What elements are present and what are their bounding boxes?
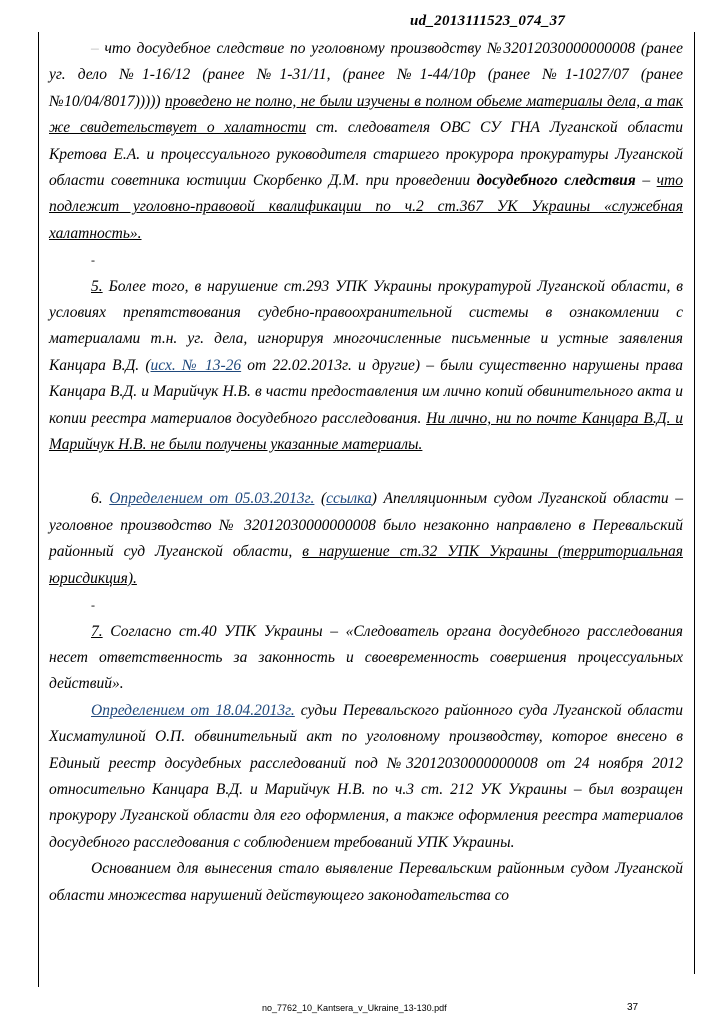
paragraph-item-5: 5. Более того, в нарушение ст.293 УПК Украины прокуратурой Луганской области, в условиях препятствования судебно-правоохранительной системы в ознакомлении с материалами т.н. уг. дела, игнорируя многочисленные письменные и устные заявления Канцара В.Д. (исх. № 13-26 от 22.02.2013г. и другие) – были существенно нарушены права Канцара В.Д. и Марийчук Н.В. в части предоставления им лично копий обвинительного акта и копии реестра материалов досудебного расследования. Ни лично, ни по почте Канцара В.Д. и Марийчук Н.В. не были получены указанные материалы.: [49, 277, 683, 454]
footer-page-number: 37: [627, 1002, 639, 1013]
outgoing-letter-link[interactable]: исх. № 13-26: [150, 356, 242, 374]
reference-link[interactable]: ссылка: [326, 490, 372, 508]
ruling-05-03-2013-link[interactable]: Определением от 05.03.2013г.: [109, 490, 315, 508]
left-margin-rule: [38, 32, 39, 987]
underlined-text: что подлежит уголовно-правовой квалификации по ч.2 ст.367 УК Украины «служебная халатность».: [49, 172, 683, 242]
document-body: [49, 36, 683, 909]
ruling-18-04-2013-link[interactable]: Определением от 18.04.2013г.: [91, 701, 295, 719]
paragraph-gap: [49, 458, 683, 486]
underlined-text: Ни лично, ни по почте Канцара В.Д. и Марийчук Н.В. не были получены указанные материалы.: [49, 409, 683, 454]
footer-filename: no_7762_10_Kantsera_v_Ukraine_13-130.pdf: [262, 1003, 447, 1013]
paragraph-item-6: 6. Определением от 05.03.2013г. (ссылка) Апелляционным судом Луганской области – уголовное производство № 32012030000000008 было незаконно направлено в Перевальский районный суд Луганской области, в нарушение ст.32 УПК Украины (территориальная юрисдикция).: [49, 490, 683, 587]
underlined-text: проведено не полно, не были изучены в полном обьеме материалы дела, а так же свидетельствует о халатности: [49, 92, 683, 137]
right-margin-rule: [694, 32, 695, 974]
document-id-header: ud_2013111523_074_37: [410, 13, 566, 29]
bold-text: досудебного следствия: [476, 172, 636, 190]
small-dash-mark: -: [91, 253, 95, 268]
paragraph-ruling-18-04-2013: Определением от 18.04.2013г. судьи Перевальского районного суда Луганской области Хисматулиной О.П. обвинительный акт по уголовному производству, которое внесено в Единый реестр досудебных расследований под №32012030000000008 от 24 ноября 2012 относительно Канцара В.Д. и Марийчук Н.В. по ч.3 ст. 212 УК Украины – был возращен прокурору Луганской области для его оформления, а также оформления реестра материалов досудебного расследования с соблюдением требований УПК Украины.: [49, 701, 683, 851]
item-number: 6.: [91, 490, 103, 508]
paragraph-grounds: Основанием для вынесения стало выявление Перевальским районным судом Луганской области множества нарушений действующего законодательства со: [49, 860, 683, 904]
paragraph-investigation-conclusion: – что досудебное следствие по уголовному производству №32012030000000008 (ранее уг. дело №1-16/12 (ранее №1-31/11, (ранее №1-44/10р (ранее №1-1027/07 (ранее №10/04/8017))))) проведено не полно, не были изучены в полном обьеме материалы дела, а так же свидетельствует о халатности ст. следователя ОВС СУ ГНА Луганской области Кретова Е.А. и процессуального руководителя старшего прокурора прокуратуры Луганской области советника юстиции Скорбенко Д.М. при проведении досудебного следствия – что подлежит уголовно-правовой квалификации по ч.2 ст.367 УК Украины «служебная халатность».: [49, 40, 683, 242]
small-dash-mark: -: [91, 598, 95, 613]
paragraph-item-7: 7. Согласно ст.40 УПК Украины – «Следователь органа досудебного расследования несет ответственность за законность и своевременность совершения процессуальных действий».: [49, 622, 683, 693]
leading-dash: –: [91, 40, 99, 57]
underlined-text: в нарушение ст.32 УПК Украины (территориальная юрисдикция).: [49, 543, 683, 587]
item-number: 5.: [91, 277, 103, 295]
item-number: 7.: [91, 622, 103, 640]
